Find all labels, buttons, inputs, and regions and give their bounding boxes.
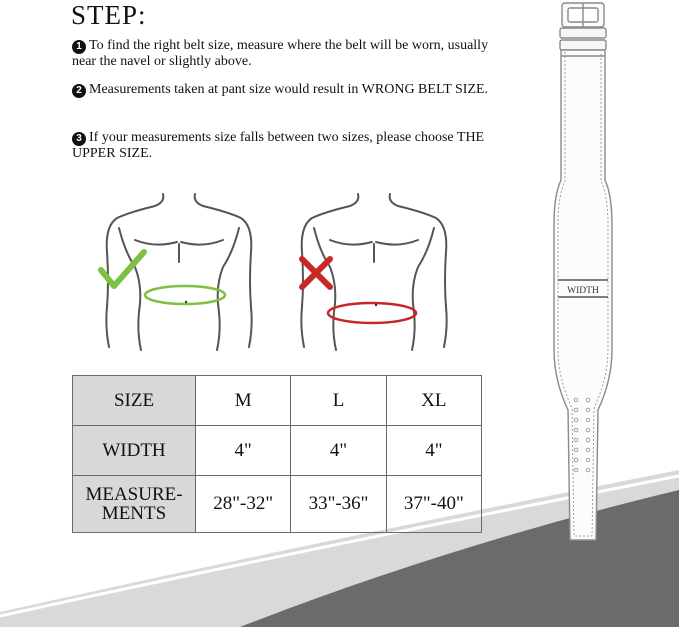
step-text-2: Measurements taken at pant size would result in WRONG BELT SIZE. (89, 82, 489, 97)
row-header-measurements-line2: MENTS (101, 503, 167, 524)
step-3 (72, 130, 492, 162)
check-icon (98, 248, 148, 292)
step-text-3: If your measurements size falls between two sizes, please choose THE UPPER SIZE. (72, 130, 485, 161)
row-header-size: SIZE (73, 376, 196, 426)
row-header-measurements-line1: MEASURE- (85, 484, 183, 505)
page-title: STEP: (71, 0, 147, 30)
size-cell-l: L (291, 376, 386, 426)
width-cell-l: 4" (291, 426, 386, 476)
step-number-2: 2 (72, 84, 86, 98)
width-cell-xl: 4" (386, 426, 481, 476)
table-row-width (73, 426, 482, 476)
step-2 (72, 82, 492, 98)
step-1 (72, 38, 492, 70)
measure-cell-l: 33"-36" (291, 476, 386, 533)
step-text-1: To find the right belt size, measure where the belt will be worn, usually near the navel or slightly above. (72, 38, 489, 69)
table-row-size (73, 376, 482, 426)
belt-illustration (548, 0, 618, 545)
step-number-3: 3 (72, 132, 86, 146)
row-header-measurements (73, 476, 196, 533)
measure-cell-m: 28"-32" (196, 476, 291, 533)
row-header-width: WIDTH (73, 426, 196, 476)
width-cell-m: 4" (196, 426, 291, 476)
cross-icon (298, 255, 334, 291)
table-row-measurements (73, 476, 482, 533)
step-number-1: 1 (72, 40, 86, 54)
belt-width-label: WIDTH (567, 286, 599, 296)
measure-cell-xl: 37"-40" (386, 476, 481, 533)
size-table (72, 375, 482, 533)
size-cell-m: M (196, 376, 291, 426)
size-cell-xl: XL (386, 376, 481, 426)
